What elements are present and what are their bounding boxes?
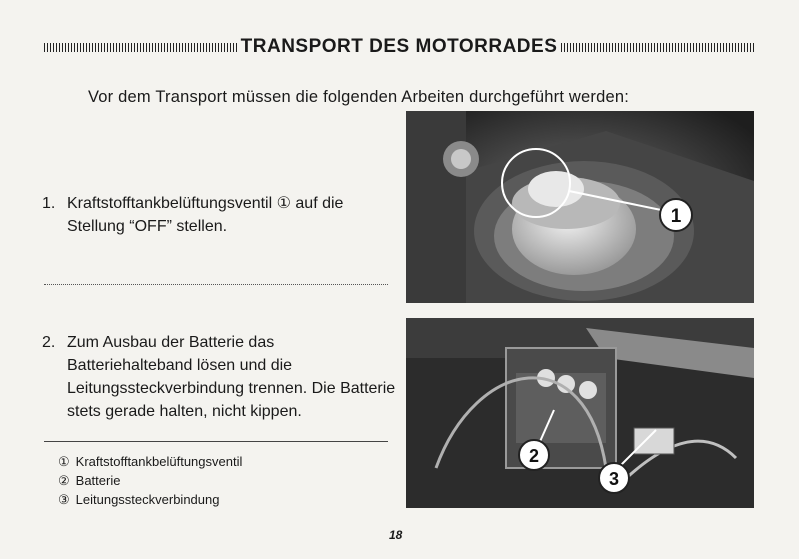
page-title: TRANSPORT DES MOTORRADES [240, 36, 558, 57]
title-hatch-left [44, 43, 237, 52]
page-number: 18 [389, 528, 403, 542]
intro-text: Vor dem Transport müssen die folgenden Arbeiten durchgeführt werden: [88, 88, 630, 106]
legend-label: Leitungssteckverbindung [75, 492, 220, 507]
battery-photo [406, 318, 754, 508]
step-2-text: Zum Ausbau der Batterie das Batteriehalteband lösen und die Leitungssteckverbindung trennen. Die Batterie stets gerade halten, nicht kippen. [67, 334, 396, 420]
legend-item [58, 452, 242, 471]
legend-item [58, 490, 242, 509]
legend-label: Kraftstofftankbelüftungsventil [75, 454, 243, 469]
title-hatch-right [561, 43, 754, 52]
step-2 [42, 331, 397, 423]
step-1-text: Kraftstofftankbelüftungsventil ① auf die Stellung “OFF” stellen. [67, 195, 344, 235]
dotted-divider [44, 284, 388, 285]
callout-1: 1 [670, 206, 682, 227]
legend-marker: ① [58, 454, 70, 469]
legend-marker: ② [58, 473, 70, 488]
callout-3: 3 [608, 469, 620, 489]
step-2-number: 2. [42, 334, 56, 351]
step-1 [42, 192, 397, 238]
legend-label: Batterie [75, 473, 121, 488]
title-bar [44, 36, 754, 58]
legend [58, 452, 242, 509]
step-1-number: 1. [42, 195, 56, 212]
legend-divider [44, 441, 388, 442]
fuel-tank-photo [406, 111, 754, 303]
legend-marker: ③ [58, 492, 70, 507]
legend-item [58, 471, 242, 490]
callout-2: 2 [528, 446, 540, 466]
